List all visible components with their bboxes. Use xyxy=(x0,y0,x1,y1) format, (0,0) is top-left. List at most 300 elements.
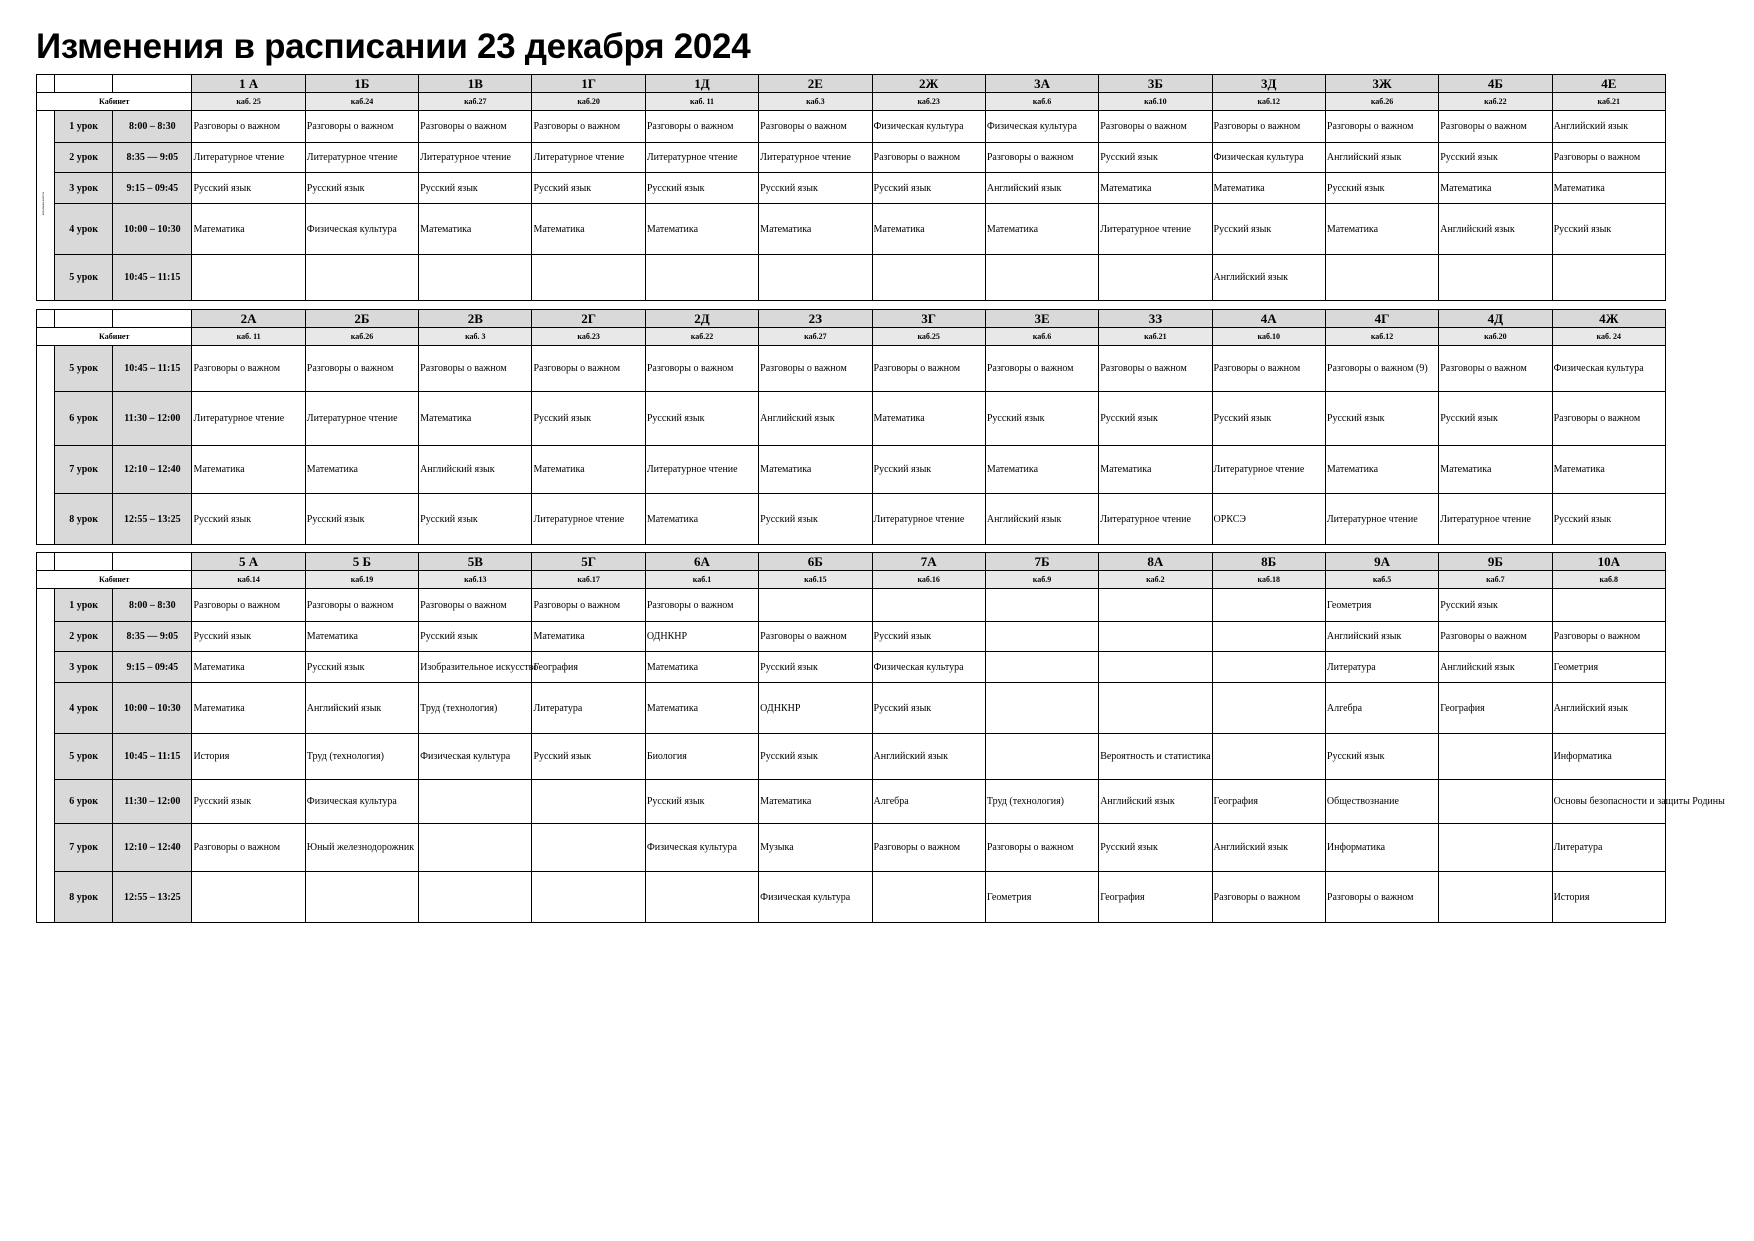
subject-cell xyxy=(985,622,1098,652)
subject-cell: Разговоры о важном xyxy=(759,622,872,652)
subject-cell: Физическая культура xyxy=(305,204,418,255)
class-name: 1В xyxy=(419,75,532,93)
lesson-number: 4 урок xyxy=(55,204,113,255)
room-row xyxy=(37,93,1666,111)
subject-cell: Литературное чтение xyxy=(645,446,758,494)
lesson-row xyxy=(37,392,1666,446)
lesson-number: 8 урок xyxy=(55,872,113,923)
subject-cell: Математика xyxy=(192,652,305,683)
class-name: 7А xyxy=(872,553,985,571)
subject-cell: Физическая культура xyxy=(305,780,418,824)
subject-cell: Русский язык xyxy=(1325,173,1438,204)
class-name: 3Б xyxy=(1099,75,1212,93)
lesson-time: 11:30 – 12:00 xyxy=(113,780,192,824)
class-name: 8Б xyxy=(1212,553,1325,571)
header-blank-cell xyxy=(113,553,192,571)
subject-cell: Английский язык xyxy=(1552,111,1665,143)
room-number: каб.17 xyxy=(532,571,645,589)
class-name: 9А xyxy=(1325,553,1438,571)
subject-cell: Разговоры о важном xyxy=(305,589,418,622)
subject-cell: Русский язык xyxy=(1325,392,1438,446)
schedule-block-secondary xyxy=(36,552,1725,923)
subject-cell: Английский язык xyxy=(1439,204,1552,255)
side-column xyxy=(37,589,55,923)
subject-cell xyxy=(419,255,532,301)
room-number: каб.3 xyxy=(759,93,872,111)
subject-cell: Разговоры о важном xyxy=(872,143,985,173)
lesson-row xyxy=(37,346,1666,392)
subject-cell: Литературное чтение xyxy=(1439,494,1552,545)
class-name: 2А xyxy=(192,310,305,328)
subject-cell: ОДНКНР xyxy=(759,683,872,734)
subject-cell xyxy=(985,734,1098,780)
subject-cell: Разговоры о важном xyxy=(1325,111,1438,143)
schedule-block-primary-2 xyxy=(36,309,1666,545)
subject-cell xyxy=(1439,872,1552,923)
lesson-time: 11:30 – 12:00 xyxy=(113,392,192,446)
subject-cell: Разговоры о важном xyxy=(192,824,305,872)
class-name: 4Б xyxy=(1439,75,1552,93)
subject-cell xyxy=(532,255,645,301)
subject-cell: Русский язык xyxy=(759,494,872,545)
lesson-time: 8:00 – 8:30 xyxy=(113,589,192,622)
subject-cell: Русский язык xyxy=(419,622,532,652)
lesson-time: 12:10 – 12:40 xyxy=(113,446,192,494)
subject-cell: Математика xyxy=(1552,173,1665,204)
room-number: каб.27 xyxy=(759,328,872,346)
header-blank-cell xyxy=(113,310,192,328)
schedule-block-primary-1 xyxy=(36,74,1666,301)
subject-cell xyxy=(305,255,418,301)
subject-cell: Английский язык xyxy=(759,392,872,446)
subject-cell: Английский язык xyxy=(985,494,1098,545)
room-number: каб.10 xyxy=(1099,93,1212,111)
room-number: каб.27 xyxy=(419,93,532,111)
subject-cell: Русский язык xyxy=(872,622,985,652)
class-name: 2В xyxy=(419,310,532,328)
class-name: 1Г xyxy=(532,75,645,93)
subject-cell: Математика xyxy=(645,683,758,734)
lesson-time: 10:45 – 11:15 xyxy=(113,255,192,301)
subject-cell: Разговоры о важном xyxy=(532,346,645,392)
class-name: 3З xyxy=(1099,310,1212,328)
class-name: 10А xyxy=(1552,553,1665,571)
subject-cell: Разговоры о важном xyxy=(305,346,418,392)
subject-cell: Математика xyxy=(985,204,1098,255)
subject-cell xyxy=(1212,683,1325,734)
subject-cell xyxy=(1212,622,1325,652)
subject-cell: Русский язык xyxy=(1099,392,1212,446)
room-number: каб.7 xyxy=(1439,571,1552,589)
subject-cell: Русский язык xyxy=(1325,734,1438,780)
subject-cell: Физическая культура xyxy=(759,872,872,923)
subject-cell: Литературное чтение xyxy=(305,392,418,446)
subject-cell: Математика xyxy=(532,446,645,494)
subject-cell xyxy=(192,255,305,301)
subject-cell: География xyxy=(1212,780,1325,824)
subject-cell: Русский язык xyxy=(1439,589,1552,622)
subject-cell: Английский язык xyxy=(305,683,418,734)
subject-cell: Разговоры о важном (9) xyxy=(1325,346,1438,392)
subject-cell: Геометрия xyxy=(985,872,1098,923)
subject-cell: Русский язык xyxy=(759,652,872,683)
side-column xyxy=(37,346,55,545)
subject-cell: Математика xyxy=(759,204,872,255)
subject-cell: Русский язык xyxy=(872,446,985,494)
class-name: 2Ж xyxy=(872,75,985,93)
lesson-time: 10:00 – 10:30 xyxy=(113,683,192,734)
room-number: каб.8 xyxy=(1552,571,1665,589)
room-number: каб.22 xyxy=(645,328,758,346)
lesson-time: 8:35 — 9:05 xyxy=(113,622,192,652)
subject-cell: Основы безопасности и защиты Родины xyxy=(1552,780,1665,824)
class-name: 6Б xyxy=(759,553,872,571)
room-number: каб.24 xyxy=(305,93,418,111)
subject-cell: Литературное чтение xyxy=(192,392,305,446)
room-row xyxy=(37,571,1666,589)
room-number: каб. 3 xyxy=(419,328,532,346)
page-title: Изменения в расписании 23 декабря 2024 xyxy=(36,27,751,66)
subject-cell: Русский язык xyxy=(192,780,305,824)
room-number: каб.26 xyxy=(1325,93,1438,111)
class-name: 4Д xyxy=(1439,310,1552,328)
lesson-row xyxy=(37,824,1666,872)
subject-cell xyxy=(419,872,532,923)
subject-cell: Русский язык xyxy=(532,734,645,780)
class-header-row xyxy=(37,75,1666,93)
lesson-row xyxy=(37,255,1666,301)
subject-cell: Русский язык xyxy=(1212,204,1325,255)
side-column xyxy=(37,111,55,301)
subject-cell: Русский язык xyxy=(645,780,758,824)
subject-cell xyxy=(1212,734,1325,780)
subject-cell: Английский язык xyxy=(1099,780,1212,824)
subject-cell: Английский язык xyxy=(1212,255,1325,301)
subject-cell: Разговоры о важном xyxy=(1212,872,1325,923)
subject-cell: Физическая культура xyxy=(985,111,1098,143)
subject-cell: Труд (технология) xyxy=(419,683,532,734)
lesson-row xyxy=(37,143,1666,173)
lesson-number: 1 урок xyxy=(55,111,113,143)
subject-cell: Геометрия xyxy=(1325,589,1438,622)
subject-cell xyxy=(872,255,985,301)
subject-cell xyxy=(985,652,1098,683)
header-blank-cell xyxy=(37,310,55,328)
room-number: каб.19 xyxy=(305,571,418,589)
subject-cell: Математика xyxy=(532,622,645,652)
subject-cell: География xyxy=(1439,683,1552,734)
lesson-row xyxy=(37,589,1666,622)
lesson-number: 5 урок xyxy=(55,734,113,780)
header-blank-cell xyxy=(113,75,192,93)
subject-cell: История xyxy=(192,734,305,780)
subject-cell xyxy=(645,872,758,923)
subject-cell: Разговоры о важном xyxy=(1552,143,1665,173)
subject-cell: Разговоры о важном xyxy=(872,346,985,392)
subject-cell: Русский язык xyxy=(305,173,418,204)
subject-cell: Литературное чтение xyxy=(305,143,418,173)
lesson-number: 2 урок xyxy=(55,622,113,652)
subject-cell: Разговоры о важном xyxy=(192,346,305,392)
class-name: 2Д xyxy=(645,310,758,328)
subject-cell: Разговоры о важном xyxy=(1099,111,1212,143)
subject-cell: Разговоры о важном xyxy=(419,111,532,143)
subject-cell: Литература xyxy=(532,683,645,734)
subject-cell: Математика xyxy=(1552,446,1665,494)
room-number: каб.13 xyxy=(419,571,532,589)
room-number: каб.9 xyxy=(985,571,1098,589)
subject-cell: Разговоры о важном xyxy=(192,111,305,143)
subject-cell xyxy=(1439,780,1552,824)
subject-cell xyxy=(1552,589,1665,622)
subject-cell: Русский язык xyxy=(985,392,1098,446)
subject-cell: Разговоры о важном xyxy=(759,346,872,392)
subject-cell: Разговоры о важном xyxy=(1552,622,1665,652)
subject-cell xyxy=(1099,652,1212,683)
subject-cell: Математика xyxy=(759,446,872,494)
room-number: каб. 11 xyxy=(645,93,758,111)
subject-cell: Математика xyxy=(1439,446,1552,494)
subject-cell xyxy=(1099,683,1212,734)
lesson-time: 10:45 – 11:15 xyxy=(113,734,192,780)
subject-cell: Физическая культура xyxy=(1212,143,1325,173)
subject-cell: Разговоры о важном xyxy=(1439,346,1552,392)
class-name: 5 А xyxy=(192,553,305,571)
subject-cell: Юный железнодорожник xyxy=(305,824,418,872)
room-number: каб.23 xyxy=(872,93,985,111)
subject-cell: Английский язык xyxy=(1212,824,1325,872)
lesson-time: 8:00 – 8:30 xyxy=(113,111,192,143)
room-number: каб. 25 xyxy=(192,93,305,111)
subject-cell: Математика xyxy=(1099,173,1212,204)
subject-cell: Разговоры о важном xyxy=(419,346,532,392)
lesson-number: 2 урок xyxy=(55,143,113,173)
lesson-time: 8:35 — 9:05 xyxy=(113,143,192,173)
class-name: 2Б xyxy=(305,310,418,328)
lesson-number: 6 урок xyxy=(55,780,113,824)
subject-cell: Литературное чтение xyxy=(872,494,985,545)
subject-cell: Русский язык xyxy=(192,494,305,545)
subject-cell xyxy=(1552,255,1665,301)
subject-cell xyxy=(419,780,532,824)
subject-cell xyxy=(1099,622,1212,652)
class-name: 2Е xyxy=(759,75,872,93)
subject-cell: Разговоры о важном xyxy=(1212,111,1325,143)
subject-cell xyxy=(1439,734,1552,780)
subject-cell: Разговоры о важном xyxy=(1212,346,1325,392)
class-header-row xyxy=(37,553,1666,571)
lesson-time: 9:15 – 09:45 xyxy=(113,173,192,204)
subject-cell: Русский язык xyxy=(1439,392,1552,446)
subject-cell: Разговоры о важном xyxy=(985,824,1098,872)
subject-cell: Литературное чтение xyxy=(1325,494,1438,545)
lesson-row xyxy=(37,683,1666,734)
subject-cell: Математика xyxy=(645,652,758,683)
subject-cell: Алгебра xyxy=(872,780,985,824)
subject-cell: Математика xyxy=(305,446,418,494)
room-number: каб.1 xyxy=(645,571,758,589)
subject-cell: Математика xyxy=(192,683,305,734)
subject-cell: Разговоры о важном xyxy=(985,143,1098,173)
subject-cell: Математика xyxy=(419,204,532,255)
subject-cell: Русский язык xyxy=(645,392,758,446)
subject-cell: Математика xyxy=(1212,173,1325,204)
lesson-number: 6 урок xyxy=(55,392,113,446)
subject-cell: Английский язык xyxy=(1325,143,1438,173)
subject-cell: Математика xyxy=(419,392,532,446)
subject-cell xyxy=(872,872,985,923)
room-number: каб.25 xyxy=(872,328,985,346)
subject-cell xyxy=(1212,589,1325,622)
lesson-number: 3 урок xyxy=(55,173,113,204)
subject-cell: Литературное чтение xyxy=(192,143,305,173)
class-name: 6А xyxy=(645,553,758,571)
lesson-row xyxy=(37,780,1666,824)
subject-cell: Математика xyxy=(1099,446,1212,494)
subject-cell: Разговоры о важном xyxy=(645,589,758,622)
subject-cell: Русский язык xyxy=(1099,143,1212,173)
subject-cell: Русский язык xyxy=(532,392,645,446)
subject-cell xyxy=(645,255,758,301)
subject-cell: Разговоры о важном xyxy=(1552,392,1665,446)
subject-cell: Английский язык xyxy=(985,173,1098,204)
room-number: каб.5 xyxy=(1325,571,1438,589)
subject-cell: География xyxy=(1099,872,1212,923)
class-name: 3Е xyxy=(985,310,1098,328)
class-name: 2З xyxy=(759,310,872,328)
subject-cell: Разговоры о важном xyxy=(305,111,418,143)
subject-cell xyxy=(532,872,645,923)
subject-cell: Математика xyxy=(192,446,305,494)
subject-cell: Русский язык xyxy=(532,173,645,204)
subject-cell: Физическая культура xyxy=(1552,346,1665,392)
subject-cell: Математика xyxy=(872,204,985,255)
lesson-row xyxy=(37,872,1666,923)
subject-cell: Математика xyxy=(1325,204,1438,255)
class-name: 4Г xyxy=(1325,310,1438,328)
header-blank-cell xyxy=(37,75,55,93)
header-blank-cell xyxy=(55,310,113,328)
subject-cell: Литература xyxy=(1325,652,1438,683)
lesson-number: 1 урок xyxy=(55,589,113,622)
lesson-row xyxy=(37,494,1666,545)
room-number: каб.26 xyxy=(305,328,418,346)
room-number: каб.23 xyxy=(532,328,645,346)
lesson-time: 12:55 – 13:25 xyxy=(113,872,192,923)
subject-cell: Русский язык xyxy=(192,622,305,652)
subject-cell xyxy=(1325,255,1438,301)
subject-cell: Физическая культура xyxy=(872,111,985,143)
subject-cell: Русский язык xyxy=(1439,143,1552,173)
class-name: 5В xyxy=(419,553,532,571)
class-name: 3Г xyxy=(872,310,985,328)
subject-cell: Литературное чтение xyxy=(759,143,872,173)
lesson-row xyxy=(37,446,1666,494)
subject-cell: Разговоры о важном xyxy=(1099,346,1212,392)
subject-cell xyxy=(532,780,645,824)
class-name: 1Б xyxy=(305,75,418,93)
subject-cell xyxy=(759,255,872,301)
lesson-time: 12:55 – 13:25 xyxy=(113,494,192,545)
subject-cell: Алгебра xyxy=(1325,683,1438,734)
class-name: 8А xyxy=(1099,553,1212,571)
subject-cell: Обществознание xyxy=(1325,780,1438,824)
subject-cell: Труд (технология) xyxy=(305,734,418,780)
class-name: 9Б xyxy=(1439,553,1552,571)
lesson-row xyxy=(37,204,1666,255)
class-name: 4Ж xyxy=(1552,310,1665,328)
subject-cell: Математика xyxy=(645,494,758,545)
subject-cell: Физическая культура xyxy=(419,734,532,780)
subject-cell: Русский язык xyxy=(419,173,532,204)
subject-cell: Изобразительное искусство xyxy=(419,652,532,683)
subject-cell xyxy=(985,683,1098,734)
subject-cell: Английский язык xyxy=(1552,683,1665,734)
subject-cell: Русский язык xyxy=(1552,204,1665,255)
lesson-row xyxy=(37,111,1666,143)
lesson-time: 9:15 – 09:45 xyxy=(113,652,192,683)
lesson-time: 10:45 – 11:15 xyxy=(113,346,192,392)
subject-cell: Русский язык xyxy=(645,173,758,204)
subject-cell: Русский язык xyxy=(1099,824,1212,872)
subject-cell: Русский язык xyxy=(759,173,872,204)
subject-cell xyxy=(1099,589,1212,622)
subject-cell: Разговоры о важном xyxy=(759,111,872,143)
subject-cell: Математика xyxy=(872,392,985,446)
subject-cell: Русский язык xyxy=(192,173,305,204)
subject-cell: Английский язык xyxy=(1439,652,1552,683)
class-name: 4А xyxy=(1212,310,1325,328)
subject-cell: Математика xyxy=(305,622,418,652)
subject-cell: Биология xyxy=(645,734,758,780)
class-name: 1 А xyxy=(192,75,305,93)
subject-cell xyxy=(1099,255,1212,301)
subject-cell: Русский язык xyxy=(419,494,532,545)
lesson-number: 8 урок xyxy=(55,494,113,545)
subject-cell xyxy=(1439,824,1552,872)
subject-cell: ОРКСЭ xyxy=(1212,494,1325,545)
subject-cell: Русский язык xyxy=(759,734,872,780)
room-number: каб.15 xyxy=(759,571,872,589)
subject-cell: Русский язык xyxy=(872,173,985,204)
lesson-time: 10:00 – 10:30 xyxy=(113,204,192,255)
room-number: каб.6 xyxy=(985,328,1098,346)
subject-cell: Математика xyxy=(192,204,305,255)
room-number: каб. 24 xyxy=(1552,328,1665,346)
class-header-row xyxy=(37,310,1666,328)
lesson-row xyxy=(37,652,1666,683)
room-number: каб.14 xyxy=(192,571,305,589)
subject-cell xyxy=(192,872,305,923)
subject-cell: ОДНКНР xyxy=(645,622,758,652)
room-number: каб.12 xyxy=(1325,328,1438,346)
subject-cell: Математика xyxy=(1325,446,1438,494)
subject-cell: История xyxy=(1552,872,1665,923)
subject-cell: Разговоры о важном xyxy=(532,111,645,143)
subject-cell xyxy=(985,589,1098,622)
class-name: 3Ж xyxy=(1325,75,1438,93)
room-label: Кабинет xyxy=(37,571,192,589)
subject-cell xyxy=(1439,255,1552,301)
subject-cell: Разговоры о важном xyxy=(1439,111,1552,143)
subject-cell: Вероятность и статистика xyxy=(1099,734,1212,780)
side-note: начальные классы xyxy=(41,192,45,216)
header-blank-cell xyxy=(55,75,113,93)
subject-cell xyxy=(305,872,418,923)
subject-cell: Разговоры о важном xyxy=(1325,872,1438,923)
subject-cell: Математика xyxy=(645,204,758,255)
room-number: каб. 11 xyxy=(192,328,305,346)
